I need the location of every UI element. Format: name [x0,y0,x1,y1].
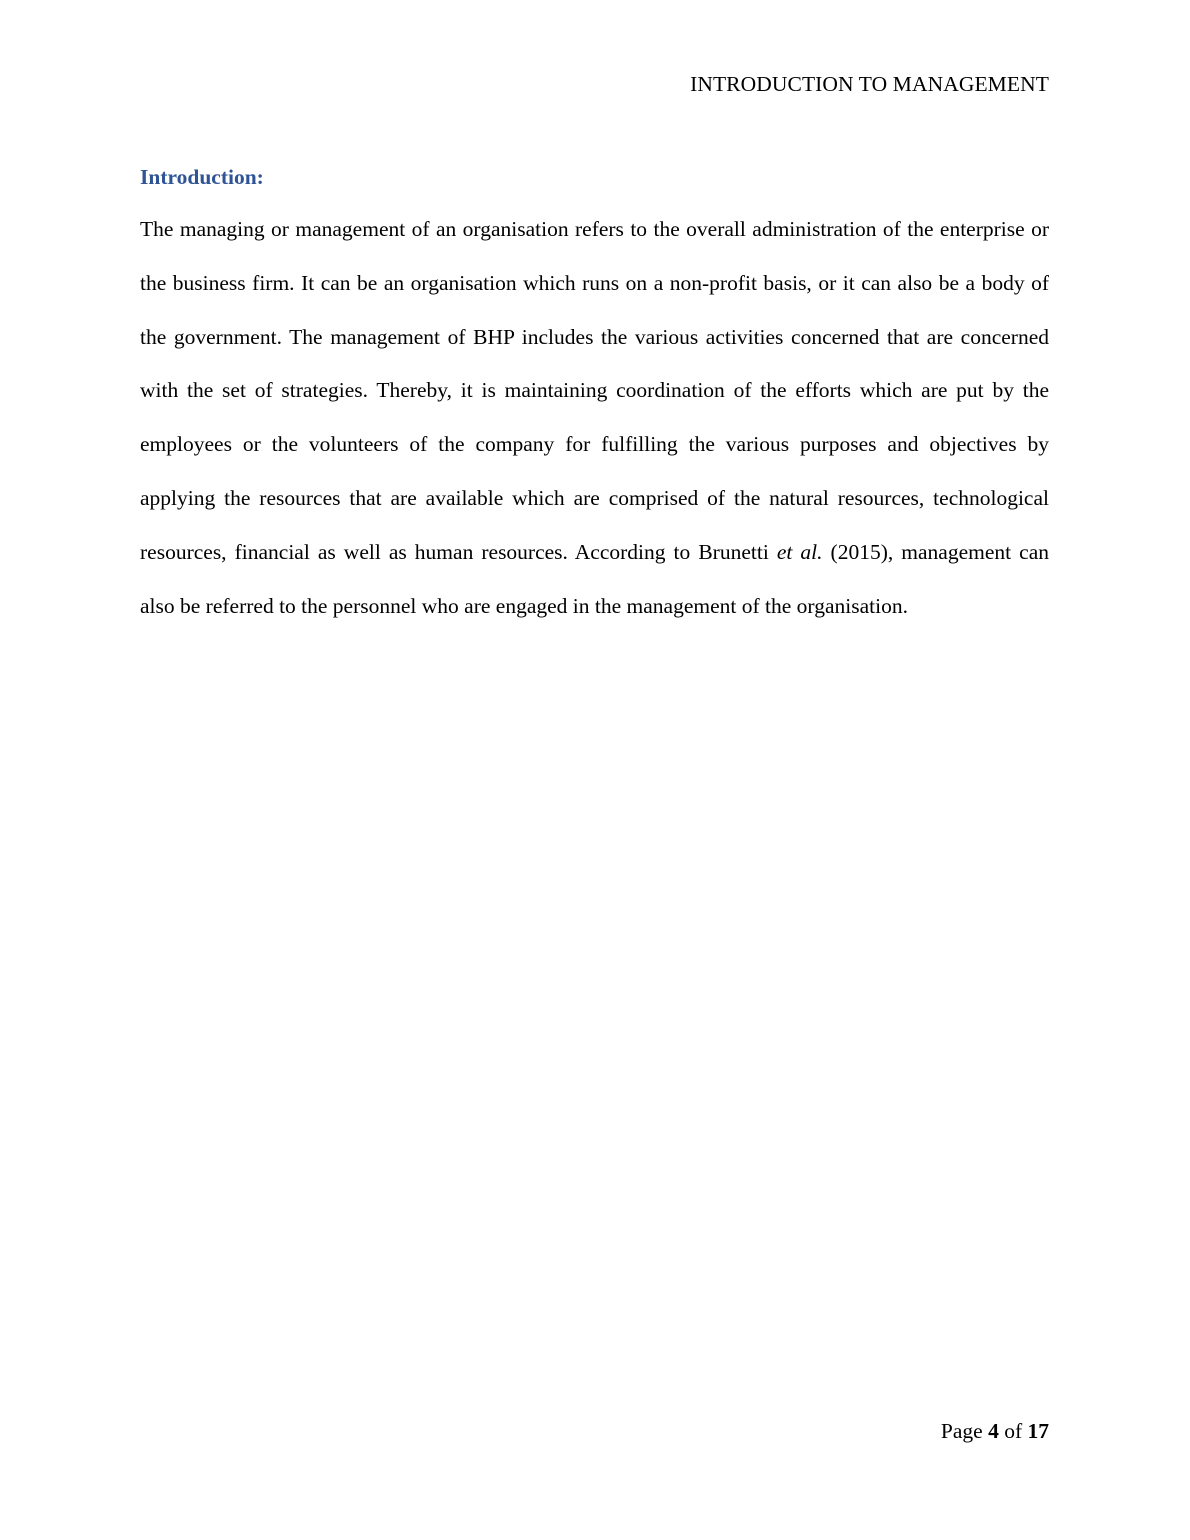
section-heading: Introduction: [140,165,264,189]
page-footer [941,1417,1049,1445]
page-label: Page [940,1419,989,1443]
page-number: 4 [988,1419,999,1443]
paragraph-text-part2: (2015), management can also be referred to the personnel who are engaged in the management of the organisation. [140,539,1049,618]
body-paragraph [140,203,1049,633]
citation-et-al: et al. [776,539,823,564]
total-pages: 17 [1027,1419,1049,1443]
of-label: of [998,1419,1028,1443]
running-head: INTRODUCTION TO MANAGEMENT [690,72,1049,96]
paragraph-text-part1: The managing or management of an organisation refers to the overall administration of the enterprise or the business firm. It can be an organisation which runs on a non-profit basis, or it can also be a body of the government. The management of BHP includes the various activities concerned that are concerned with the set of strategies. Thereby, it is maintaining coordination of the efforts which are put by the employees or the volunteers of the company for fulfilling the various purposes and objectives by applying the resources that are available which are comprised of the natural resources, technological resources, financial as well as human resources. According to Brunetti [140,217,1049,564]
